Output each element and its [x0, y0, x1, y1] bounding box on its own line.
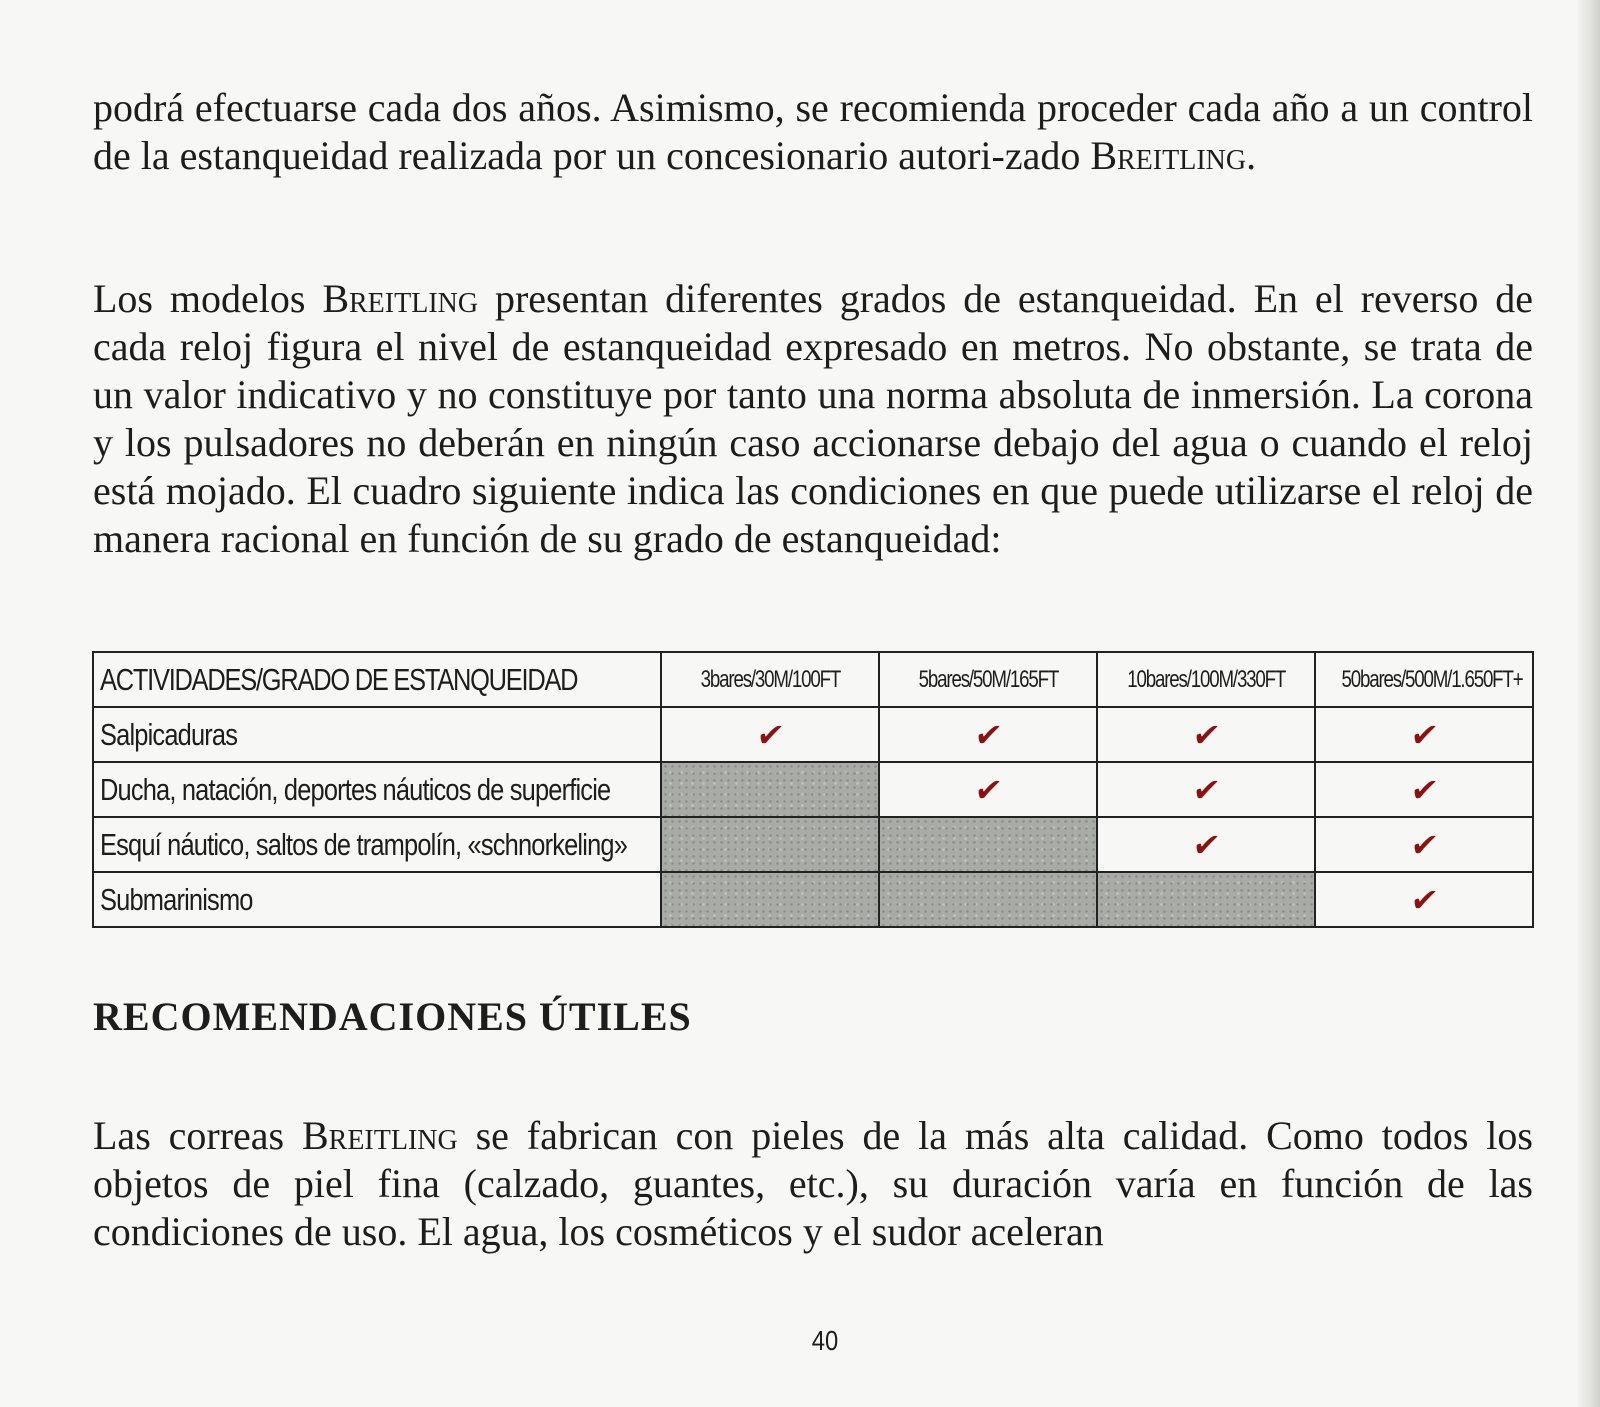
allowed-cell: [1315, 762, 1533, 817]
table-row: [93, 872, 1533, 927]
paragraph-text: presentan diferentes grados de estanqueidad. En el reverso de cada reloj figura el nivel de estanqueidad expresado en metros. No obstante, se trata de un valor indicativo y no constituye por tanto una norma absoluta de inmersión. La corona y los pulsadores no deberán en ningún caso accionarse debajo del agua o cuando el reloj está mojado. El cuadro siguiente indica las condiciones en que puede utilizarse el reloj de manera racional en función de su grado de estanqueidad:: [93, 276, 1534, 561]
page-edge: [1578, 0, 1600, 1407]
checkmark-icon: ✔: [1189, 715, 1223, 754]
allowed-cell: [661, 707, 879, 762]
brand-name: Breitling: [1090, 133, 1247, 178]
header-50bar: 50bares/500M/1.650FT+: [1315, 652, 1533, 707]
paragraph-water-resistance: [93, 275, 1533, 563]
checkmark-icon: ✔: [1407, 825, 1441, 864]
paragraph-text: Los modelos: [93, 276, 323, 321]
not-allowed-cell: [661, 872, 879, 927]
checkmark-icon: ✔: [971, 715, 1005, 754]
paragraph-text: Las correas: [93, 1113, 302, 1158]
table-header-row: [93, 652, 1533, 707]
not-allowed-cell: [879, 872, 1097, 927]
table-row: [93, 762, 1533, 817]
checkmark-icon: ✔: [971, 770, 1005, 809]
table-row: [93, 817, 1533, 872]
allowed-cell: [879, 707, 1097, 762]
allowed-cell: [1097, 707, 1315, 762]
paragraph-text: podrá efectuarse cada dos años. Asimismo, se recomienda proceder cada año a un control de la estanqueidad realizada por un concesionario autori-zado: [93, 85, 1533, 178]
table-row: [93, 707, 1533, 762]
page-number: 40: [811, 1325, 839, 1356]
allowed-cell: [1315, 872, 1533, 927]
checkmark-icon: ✔: [1407, 770, 1441, 809]
checkmark-icon: ✔: [753, 715, 787, 754]
activity-cell: Esquí náutico, saltos de trampolín, «schnorkeling»: [93, 817, 661, 872]
water-resistance-table: [92, 651, 1534, 928]
brand-name: Breitling: [322, 276, 479, 321]
paragraph-text: .: [1246, 133, 1257, 178]
header-3bar: 3bares/30M/100FT: [661, 652, 879, 707]
allowed-cell: [1315, 707, 1533, 762]
checkmark-icon: ✔: [1407, 715, 1441, 754]
allowed-cell: [1097, 817, 1315, 872]
section-heading: RECOMENDACIONES ÚTILES: [93, 994, 692, 1039]
header-activity: ACTIVIDADES/GRADO DE ESTANQUEIDAD: [93, 652, 661, 707]
not-allowed-cell: [879, 817, 1097, 872]
checkmark-icon: ✔: [1407, 880, 1441, 919]
not-allowed-cell: [1097, 872, 1315, 927]
header-5bar: 5bares/50M/165FT: [879, 652, 1097, 707]
allowed-cell: [1315, 817, 1533, 872]
not-allowed-cell: [661, 817, 879, 872]
allowed-cell: [1097, 762, 1315, 817]
activity-cell: Salpicaduras: [93, 707, 661, 762]
paragraph-text: se fabrican con pieles de la más alta calidad. Como todos los objetos de piel fina (calzado, guantes, etc.), su duración varía en función de las condiciones de uso. El agua, los cosméticos y el sudor aceleran: [93, 1113, 1533, 1254]
paragraph-maintenance: [93, 84, 1533, 180]
checkmark-icon: ✔: [1189, 825, 1223, 864]
activity-cell: Submarinismo: [93, 872, 661, 927]
checkmark-icon: ✔: [1189, 770, 1223, 809]
activity-cell: Ducha, natación, deportes náuticos de superficie: [93, 762, 661, 817]
header-10bar: 10bares/100M/330FT: [1097, 652, 1315, 707]
brand-name: Breitling: [301, 1113, 458, 1158]
not-allowed-cell: [661, 762, 879, 817]
allowed-cell: [879, 762, 1097, 817]
paragraph-straps: [93, 1112, 1533, 1256]
